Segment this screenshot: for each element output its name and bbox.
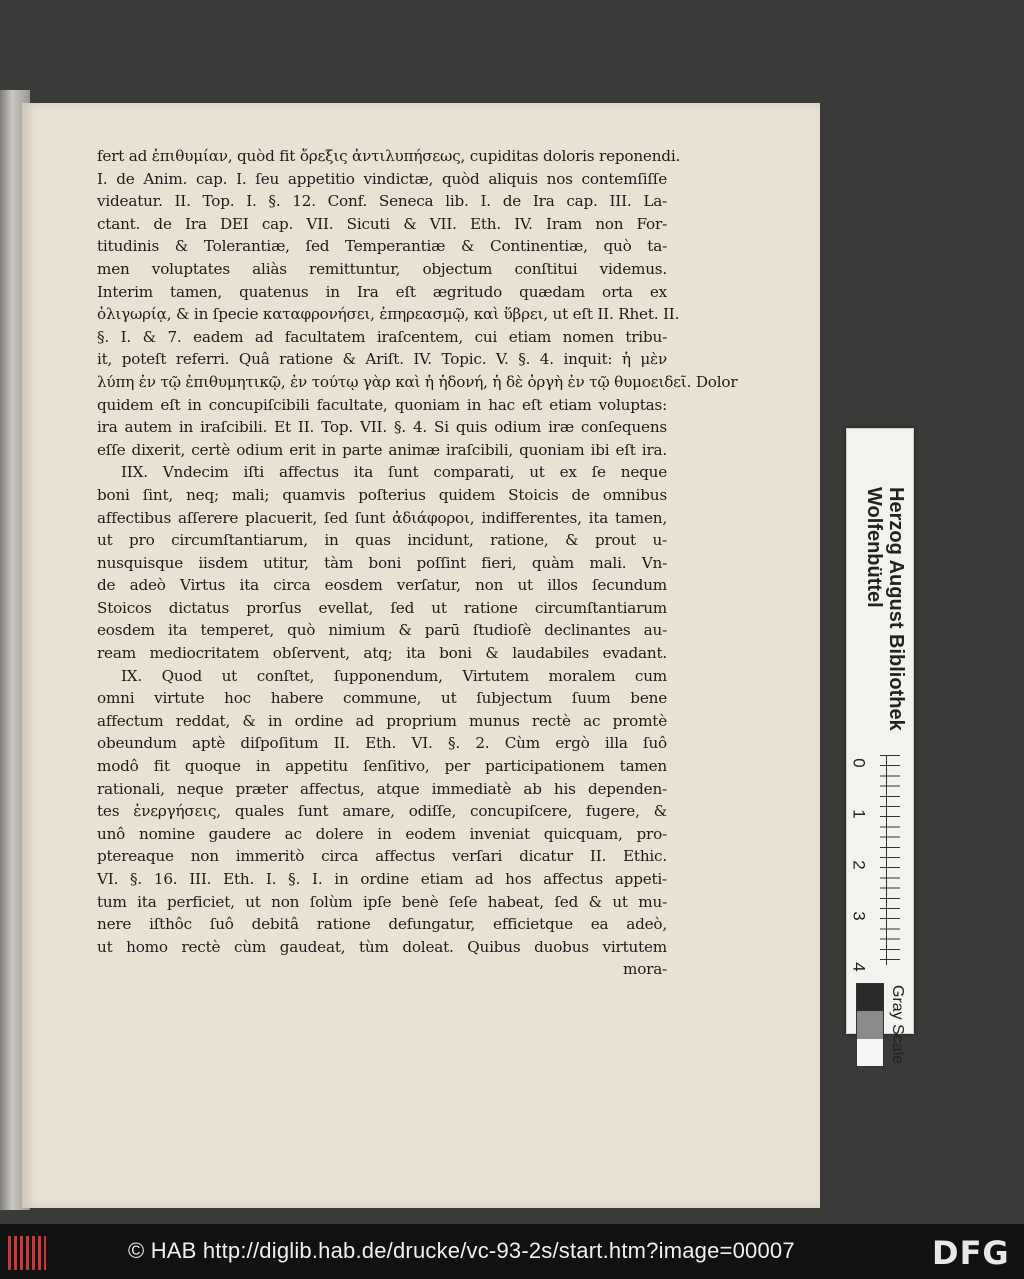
text-line: titudinis & Tolerantiæ, ſed Temperantiæ & Continentiæ, quò ta- — [97, 237, 667, 256]
text-line: ctant. de Ira DEI cap. VII. Sicuti & VII. Eth. IV. Iram non For- — [97, 214, 667, 233]
text-line: rationali, neque præter affectus, atque immediatè ab his dependen- — [97, 779, 667, 798]
text-line: §. I. & 7. eadem ad facultatem iraſcentem, cui etiam nomen tribu- — [97, 327, 667, 346]
text-line: it, poteſt referri. Quâ ratione & Ariſt. IV. Topic. V. §. 4. inquit: ἡ μὲν — [97, 350, 667, 369]
text-line: modô fit quoque in appetitu ſenſitivo, per participationem tamen — [97, 757, 667, 776]
gray-swatch — [857, 1011, 883, 1038]
text-line: tes ἐνεργήσεις, quales ſunt amare, odiſſe, concupiſcere, fugere, & — [97, 802, 667, 821]
ruler-number: 1 — [849, 809, 869, 819]
footer-copyright: © HAB http://diglib.hab.de/drucke/vc-93-2s/start.htm?image=00007 — [128, 1238, 795, 1263]
gray-scale-swatches — [856, 983, 884, 1067]
text-line: boni ſint, neq; mali; quamvis poſterius quidem Stoicis de omnibus — [97, 485, 667, 504]
ruler-number: 4 — [849, 962, 869, 972]
ruler-ticks — [880, 755, 900, 965]
text-line: VI. §. 16. III. Eth. I. §. I. in ordine etiam ad hos affectus appeti- — [97, 870, 667, 888]
ruler-number: 3 — [849, 911, 869, 921]
text-line: ream mediocritatem obſervent, atq; ita boni & laudabiles evadant. — [97, 644, 667, 663]
text-line: quidem eſt in concupiſcibili facultate, quoniam in hac eſt etiam voluptas: — [97, 395, 667, 414]
text-line: nere iſthôc ſuô debitâ ratione defungatur, efficietque ea adeò, — [97, 915, 667, 934]
text-line: eosdem ita temperet, quò nimium & parū ſtudioſè declinantes au- — [97, 621, 667, 640]
text-line: tum ita perficiet, ut non ſolùm ipſe benè ſeſe habeat, ſed & ut mu- — [97, 892, 667, 911]
text-line: I. de Anim. cap. I. ſeu appetitio vindictæ, quòd aliquis nos contemſiſſe — [97, 169, 667, 188]
text-line: affectum reddat, & in ordine ad proprium munus rectè ac promtè — [97, 711, 667, 730]
gray-scale-label: Gray Scale — [889, 985, 906, 1065]
text-line: ut pro circumſtantiarum, in quas incidunt, ratione, & prout u- — [97, 531, 667, 550]
library-name-line2: Wolfenbüttel — [863, 487, 885, 608]
text-line: de adeò Virtus ita circa eosdem verſatur, non ut illos ſecundum — [97, 576, 667, 595]
text-line: obeundum aptè diſpoſitum II. Eth. VI. §. 2. Cùm ergò illa ſuô — [97, 734, 667, 753]
catchword: mora- — [623, 960, 667, 979]
text-line: IIX. Vndecim iſti affectus ita ſunt comparati, ut ex ſe neque — [121, 463, 667, 482]
page-text — [97, 145, 738, 981]
ruler-number: 0 — [849, 758, 869, 768]
text-line: unô nomine gaudere ac dolere in eodem inveniat quicquam, pro- — [97, 824, 667, 843]
gray-swatch — [857, 1039, 883, 1066]
text-line: λύπη ἐν τῷ ἐπιθυμητικῷ, ἐν τούτῳ γὰρ καὶ ἡ ἡδονή, ἡ δὲ ὀργὴ ἐν τῷ θυμοειδεῖ. Dolor — [97, 372, 738, 391]
library-name — [863, 487, 907, 787]
text-line: Interim tamen, quatenus in Ira eſt ægritudo quædam orta ex — [97, 282, 667, 301]
ruler-number: 2 — [849, 860, 869, 870]
text-line: nusquisque iisdem utitur, tàm boni poſſint fieri, quàm mali. Vn- — [97, 553, 667, 572]
text-line: omni virtute hoc habere commune, ut ſubjectum ſuum bene — [97, 689, 667, 708]
footer-bar — [0, 1224, 1024, 1279]
text-line: fert ad ἐπιθυμίαν, quòd fit ὄρεξις ἀντιλυπήσεως, cupiditas doloris reponendi. — [97, 147, 681, 165]
text-line: IX. Quod ut conſtet, ſupponendum, Virtutem moralem cum — [121, 666, 667, 685]
text-line: ira autem in iraſcibili. Et II. Top. VII. §. 4. Si quis odium iræ conſequens — [97, 418, 667, 437]
dfg-logo: DFG — [932, 1234, 1010, 1272]
text-line: men voluptates aliàs remittuntur, objectum conſtitui videmus. — [97, 259, 667, 278]
text-line: ὀλιγωρίᾳ, & in ſpecie καταφρονήσει, ἐπηρεασμῷ, καὶ ὕβρει, ut eſt II. Rhet. II. — [97, 305, 680, 324]
gray-swatch — [857, 984, 883, 1011]
library-name-line1: Herzog August Bibliothek — [885, 487, 907, 731]
text-line: eſſe dixerit, certè odium erit in parte animæ iraſcibili, quoniam ibi eſt ira. — [97, 440, 667, 459]
hab-logo-icon — [8, 1236, 46, 1270]
text-line: affectibus aſſerere placuerit, ſed ſunt ἀδιάφοροι, indifferentes, ita tamen, — [97, 508, 667, 527]
text-line: Stoicos dictatus prorſus evellat, ſed ut ratione circumſtantiarum — [97, 598, 667, 617]
text-line: ut homo rectè cùm gaudeat, tùm doleat. Quibus duobus virtutem — [97, 937, 667, 956]
text-line: videatur. II. Top. I. §. 12. Conf. Seneca lib. I. de Ira cap. III. La- — [97, 192, 667, 211]
text-line: ptereaque non immeritò circa affectus verſari dicatur II. Ethic. — [97, 847, 667, 866]
